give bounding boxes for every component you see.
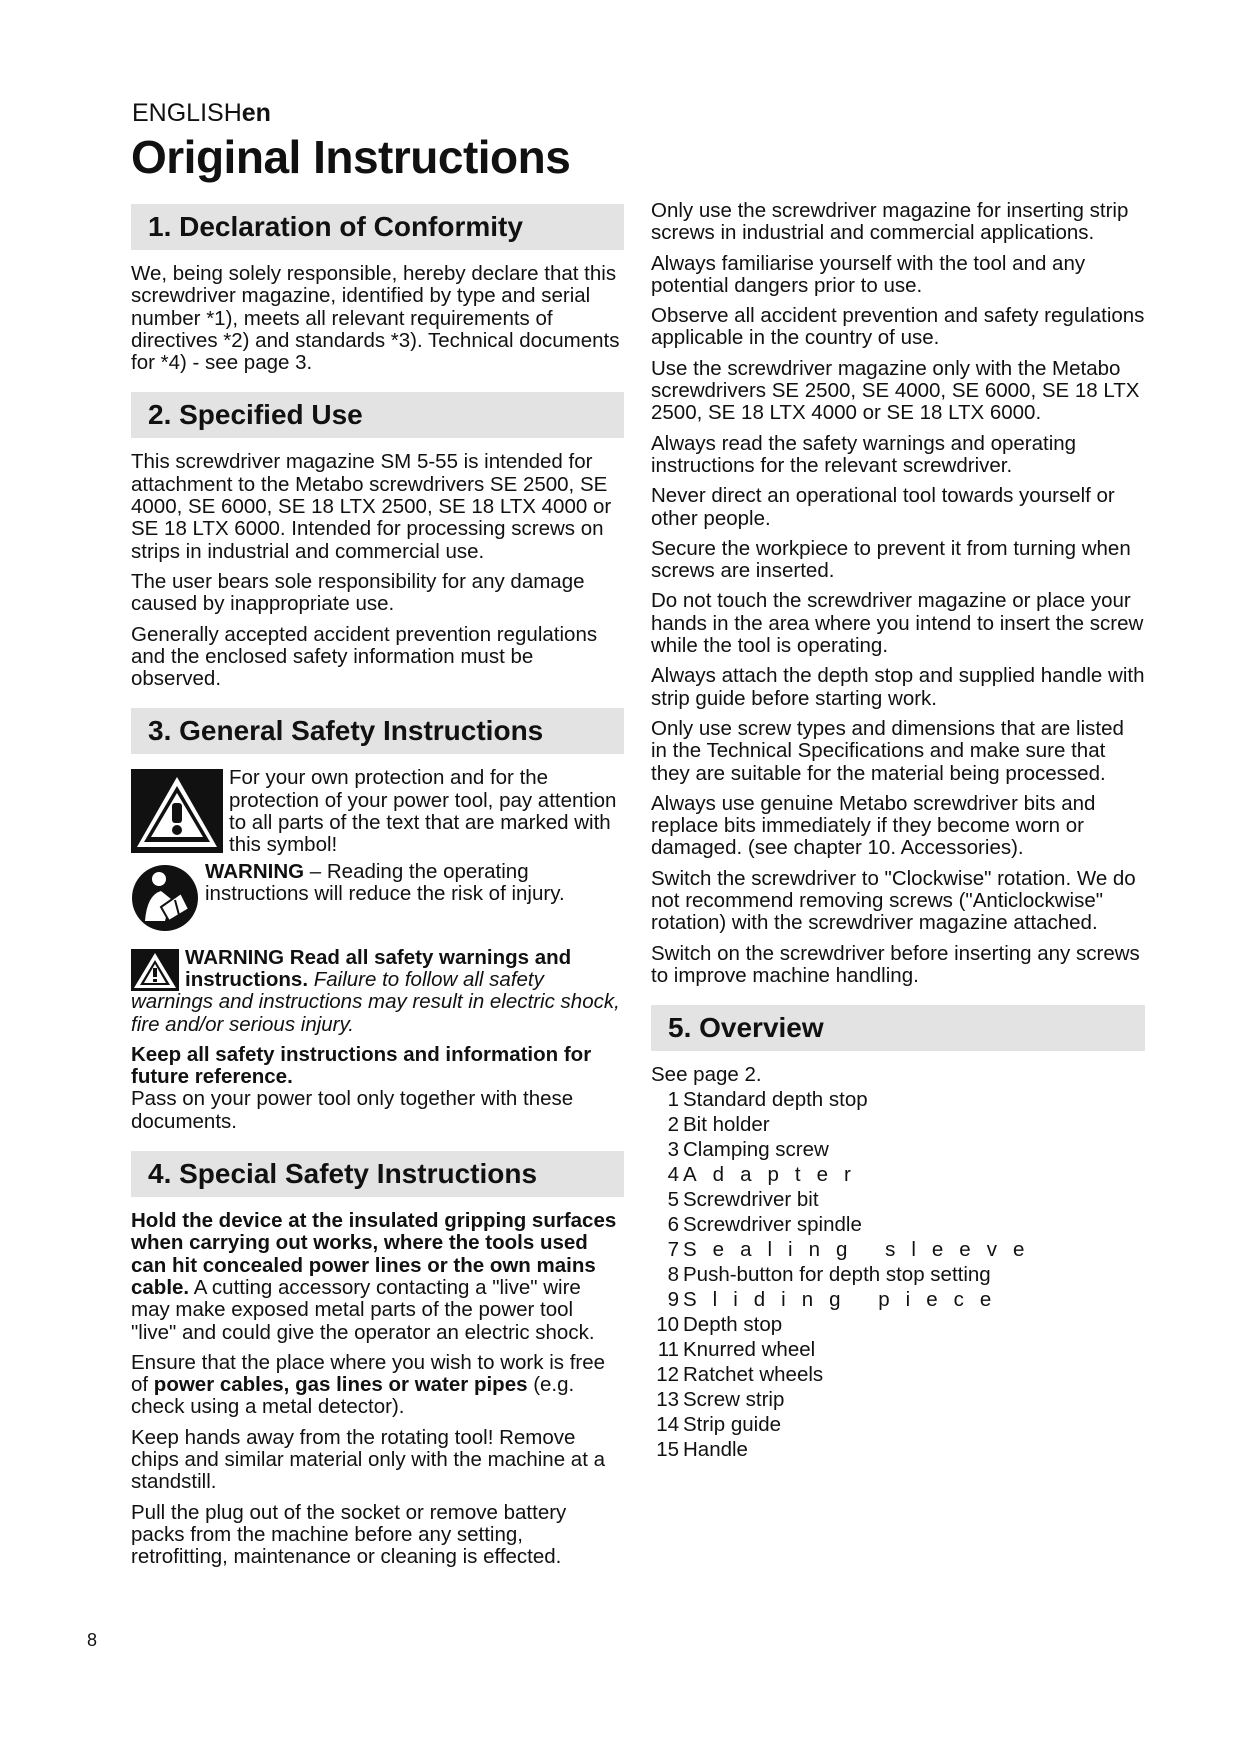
hands-away-text: Keep hands away from the rotating tool! Remove chips and similar material only with the machine at a standstill. (131, 1425, 605, 1494)
right-column (651, 200, 1145, 1462)
item-number: 11 (657, 1337, 679, 1361)
declaration-text: We, being solely responsible, hereby declare that this screwdriver magazine, identified by type and serial number *1), meets all relevant requirements of directives *2) and standards *3). Technical documents for *4) - see page 3. (131, 262, 620, 375)
section-heading-declaration: 1. Declaration of Conformity (131, 204, 624, 250)
item-label: Strip guide (683, 1412, 782, 1436)
item-label: Screwdriver spindle (683, 1212, 862, 1236)
list-item (651, 1437, 1145, 1462)
specified-use-text-2: The user bears sole responsibility for any damage caused by inappropriate use. (131, 569, 585, 616)
read-manual-icon (131, 863, 199, 933)
small-warning-icon (131, 949, 179, 991)
read-all-warnings (131, 947, 624, 1036)
item-number: 3 (667, 1137, 679, 1161)
item-number: 13 (656, 1387, 679, 1411)
warning-triangle-icon (131, 769, 223, 853)
list-item (651, 1262, 1145, 1287)
item-label: Knurred wheel (683, 1337, 816, 1361)
list-item (651, 1337, 1145, 1362)
pull-plug-text: Pull the plug out of the socket or remove battery packs from the machine before any setting, retrofitting, maintenance or cleaning is effected. (131, 1500, 567, 1569)
item-label: Screw strip (683, 1387, 785, 1411)
work-area-bold: power cables, gas lines or water pipes (153, 1373, 528, 1397)
item-number: 15 (656, 1437, 679, 1461)
warning-word: WARNING (205, 859, 305, 883)
read-manual-text (205, 861, 624, 906)
item-number: 12 (656, 1362, 679, 1386)
safety-paragraph: Only use screw types and dimensions that are listed in the Technical Specifications and make sure that they are suitable for the material being processed. (651, 716, 1124, 785)
insulated-grip-bold: Hold the device at the insulated gripping surfaces when carrying out works, where the tools used can hit concealed power lines or the own mains cable. (131, 1209, 617, 1299)
safety-paragraph: Observe all accident prevention and safety regulations applicable in the country of use. (651, 304, 1145, 350)
list-item (651, 1137, 1145, 1162)
item-number: 9 (667, 1287, 679, 1311)
language-name: ENGLISH (132, 99, 242, 127)
item-label: Sealing sleeve (683, 1237, 1041, 1261)
list-item (651, 1112, 1145, 1137)
language-code: en (241, 99, 271, 127)
safety-paragraph: Secure the workpiece to prevent it from turning when screws are inserted. (651, 536, 1131, 583)
section-heading-special-safety: 4. Special Safety Instructions (131, 1151, 624, 1197)
item-label: Handle (683, 1437, 748, 1461)
safety-paragraph: Always familiarise yourself with the tool and any potential dangers prior to use. (651, 251, 1086, 297)
pass-on-text: Pass on your power tool only together with these documents. (131, 1087, 574, 1133)
specified-use-text-3: Generally accepted accident prevention regulations and the enclosed safety information must be observed. (131, 622, 598, 691)
safety-paragraph: Switch on the screwdriver before inserting any screws to improve machine handling. (651, 941, 1140, 987)
section-heading-general-safety: 3. General Safety Instructions (131, 708, 624, 754)
warning-read-all-italic: Failure to follow all safety warnings and instructions may result in electric shock, fire and/or serious injury. (131, 967, 620, 1036)
warning-read-all-bold: WARNING Read all safety warnings and instructions. (185, 945, 572, 991)
item-number: 4 (667, 1162, 679, 1186)
safety-paragraph: Use the screwdriver magazine only with the Metabo screwdrivers SE 2500, SE 4000, SE 6000, SE 18 LTX 2500, SE 18 LTX 4000 or SE 18 LTX 6000. (651, 356, 1140, 425)
warning-rest: – Reading the operating instructions will reduce the risk of injury. (205, 859, 565, 905)
list-item (651, 1212, 1145, 1237)
work-area-text-a: Ensure that the place where you wish to work is free of (131, 1350, 606, 1397)
item-number: 2 (667, 1112, 679, 1136)
item-number: 5 (667, 1187, 679, 1211)
item-number: 6 (667, 1212, 679, 1236)
item-label: Depth stop (683, 1312, 783, 1336)
page-number: 8 (87, 1630, 98, 1650)
safety-paragraph: Always read the safety warnings and operating instructions for the relevant screwdriver. (651, 431, 1077, 477)
list-item (651, 1087, 1145, 1112)
work-area-text-b: (e.g. check using a metal detector). (131, 1373, 575, 1419)
item-number: 7 (667, 1237, 679, 1261)
overview-list (651, 1087, 1145, 1462)
item-number: 1 (667, 1087, 679, 1111)
list-item (651, 1412, 1145, 1437)
item-label: Clamping screw (683, 1137, 829, 1161)
safety-paragraph: Do not touch the screwdriver magazine or place your hands in the area where you intend to insert the screw while the tool is operating. (651, 589, 1144, 658)
item-label: Ratchet wheels (683, 1362, 824, 1386)
symbol-note (131, 767, 624, 856)
keep-instructions-text: Keep all safety instructions and information for future reference. (131, 1042, 592, 1089)
safety-paragraph: Switch the screwdriver to "Clockwise" rotation. We do not recommend removing screws ("Anticlockwise" rotation) with the screwdriver magazine attached. (651, 866, 1136, 935)
safety-paragraph: Always attach the depth stop and supplied handle with strip guide before starting work. (651, 664, 1145, 710)
list-item (651, 1312, 1145, 1337)
item-number: 10 (656, 1312, 679, 1336)
item-label: Bit holder (683, 1112, 770, 1136)
section-heading-specified-use: 2. Specified Use (131, 392, 624, 438)
symbol-note-text: For your own protection and for the protection of your power tool, pay attention to all parts of the text that are marked with this symbol! (229, 766, 617, 857)
list-item (651, 1387, 1145, 1412)
list-item (651, 1162, 1145, 1187)
list-item (651, 1237, 1145, 1262)
document-title: Original Instructions (131, 131, 571, 183)
overview-intro: See page 2. (651, 1063, 762, 1087)
safety-paragraph: Always use genuine Metabo screwdriver bits and replace bits immediately if they become worn or damaged. (see chapter 10. Accessories). (651, 791, 1096, 860)
item-number: 8 (667, 1262, 679, 1286)
list-item (651, 1287, 1145, 1312)
list-item (651, 1187, 1145, 1212)
item-label: Adapter (683, 1162, 867, 1186)
specified-use-text-1: This screwdriver magazine SM 5-55 is intended for attachment to the Metabo screwdrivers SE 2500, SE 4000, SE 6000, SE 18 LTX 2500, SE 18 LTX 4000 or SE 18 LTX 6000. Intended for processing screws on strips in industrial and commercial use. (131, 450, 612, 563)
language-label (132, 99, 271, 128)
item-number: 14 (656, 1412, 679, 1436)
read-manual-note (131, 861, 624, 933)
insulated-grip-rest: A cutting accessory contacting a "live" wire may make exposed metal parts of the power tool "live" and could give the operator an electric shock. (131, 1275, 595, 1344)
item-label: Standard depth stop (683, 1087, 868, 1111)
item-label: Sliding piece (683, 1287, 1008, 1311)
safety-paragraph: Never direct an operational tool towards yourself or other people. (651, 484, 1115, 530)
item-label: Screwdriver bit (683, 1187, 819, 1211)
list-item (651, 1362, 1145, 1387)
section-heading-overview: 5. Overview (651, 1005, 1145, 1051)
safety-paragraph: Only use the screwdriver magazine for inserting strip screws in industrial and commercial applications. (651, 199, 1129, 245)
left-column (131, 204, 624, 1568)
item-label: Push-button for depth stop setting (683, 1262, 991, 1286)
